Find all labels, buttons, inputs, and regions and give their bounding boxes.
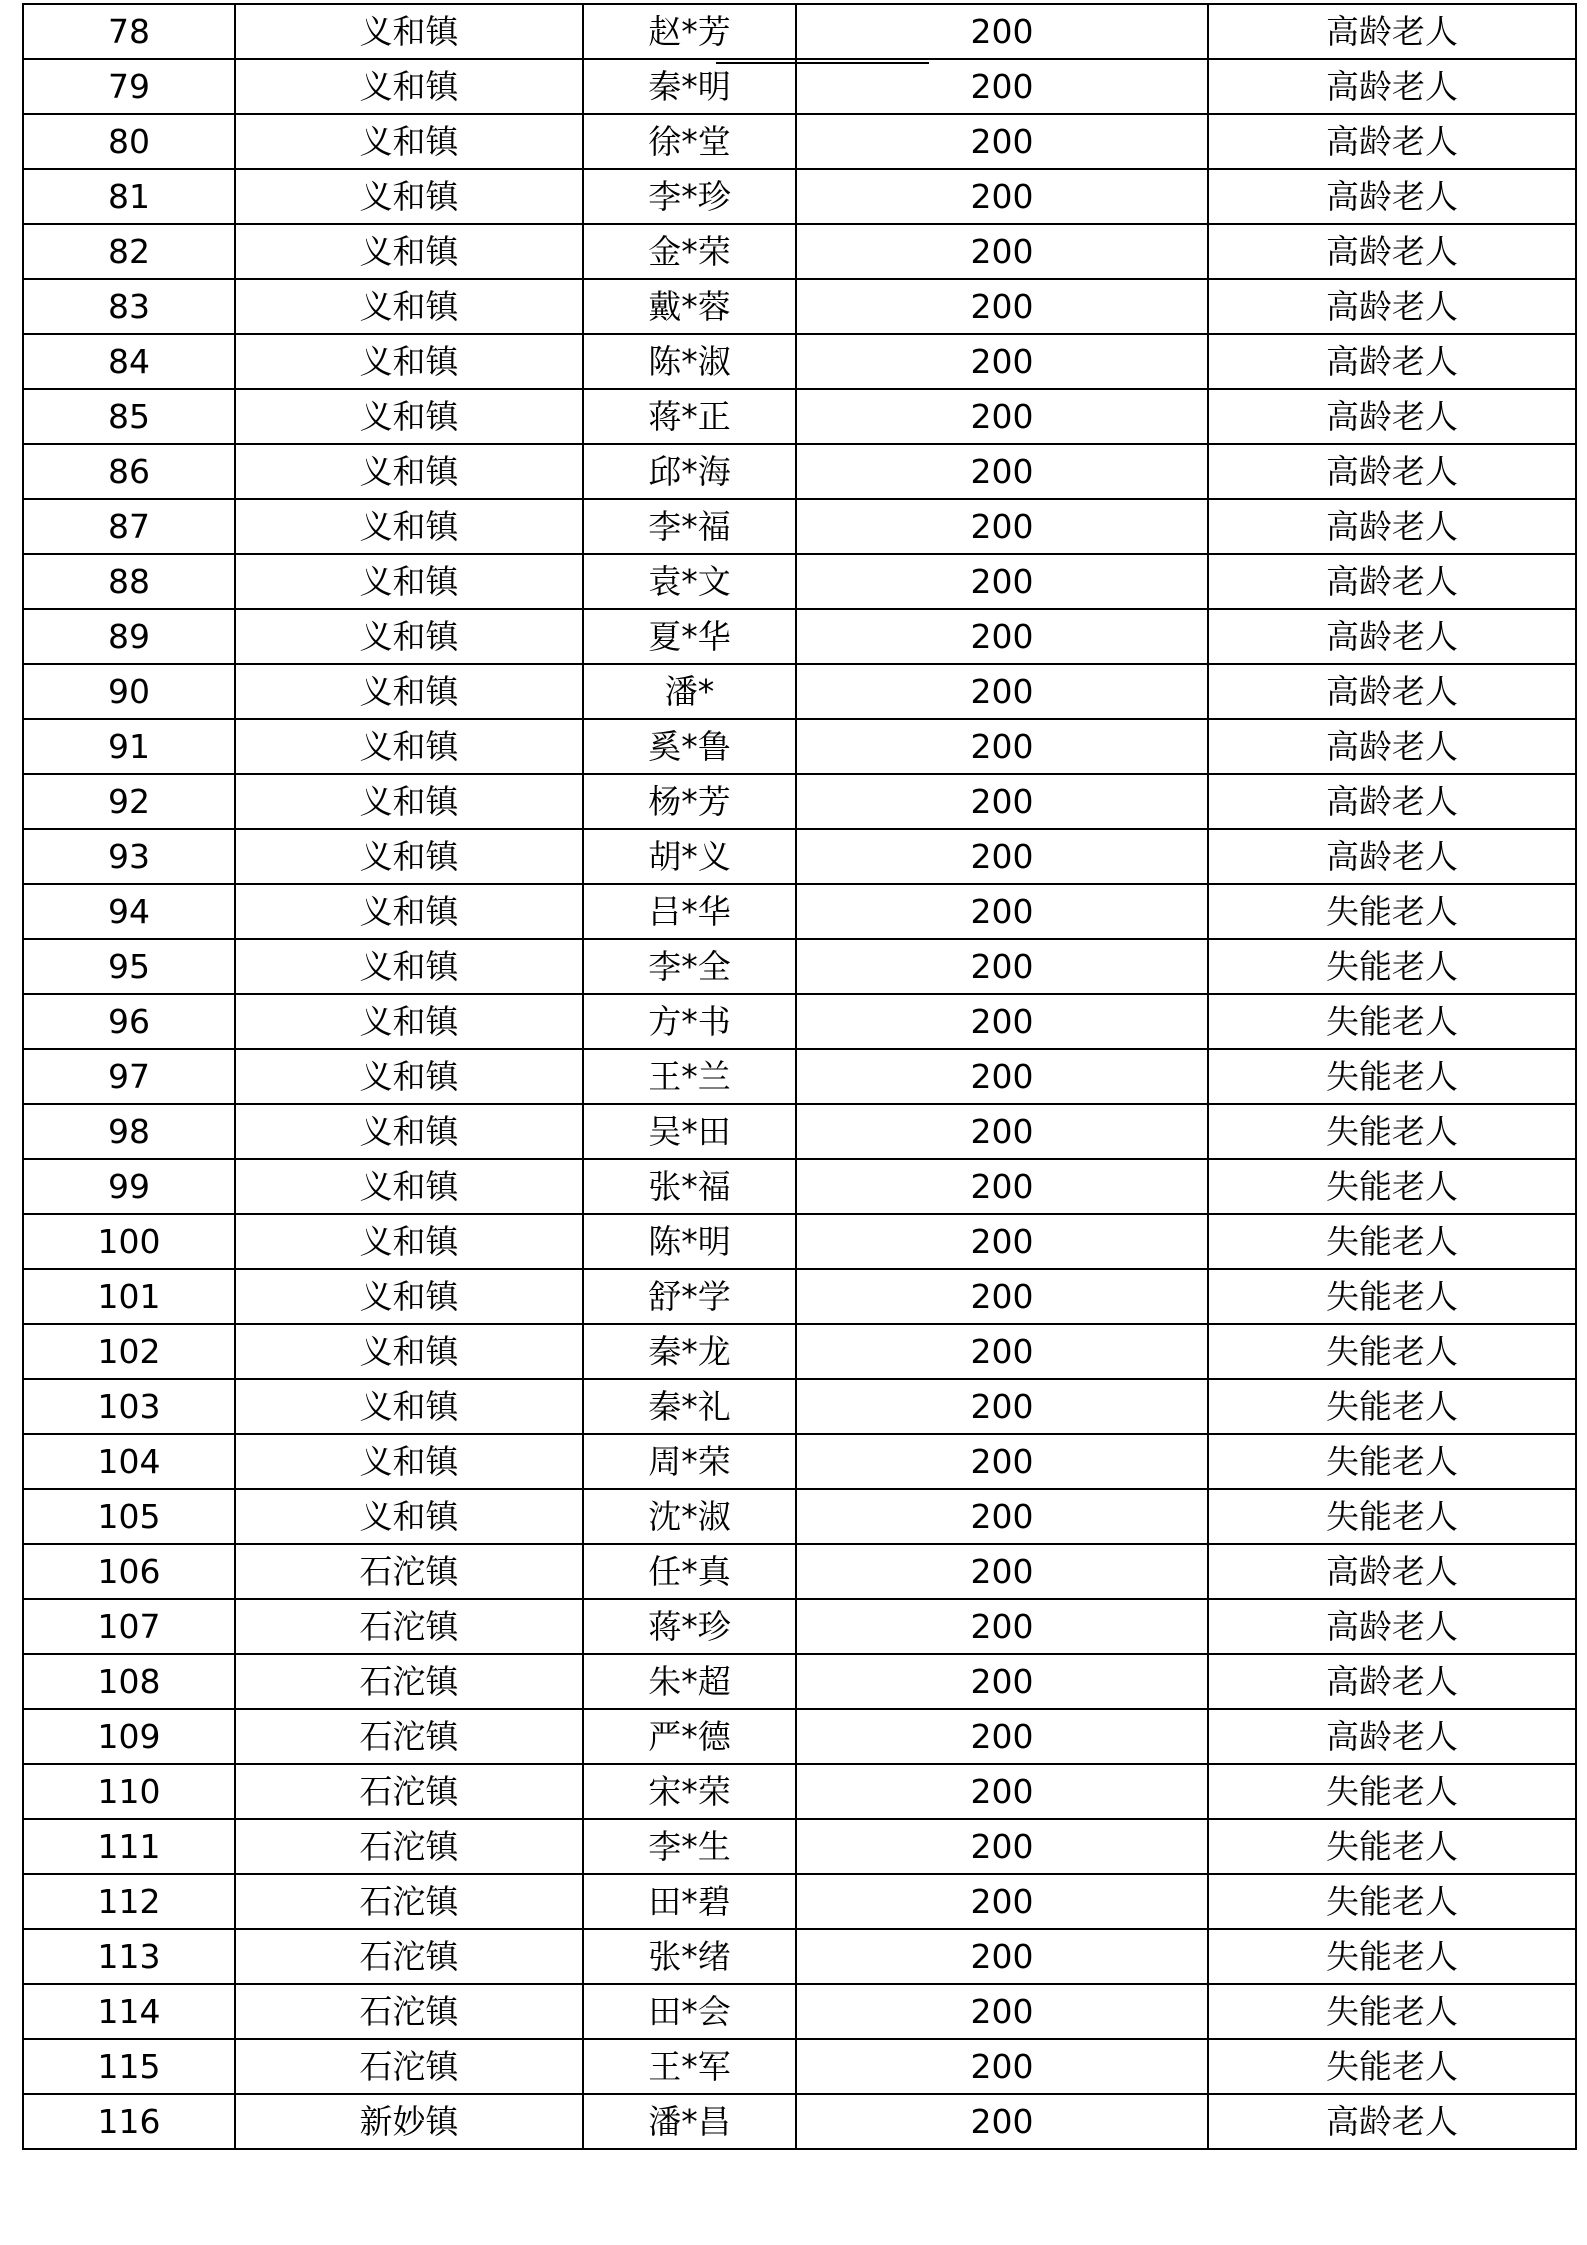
row-number-cell: 91 [23,719,235,774]
row-number-cell: 105 [23,1489,235,1544]
table-row [23,719,1576,774]
town-cell: 义和镇 [235,59,583,114]
row-number-cell: 100 [23,1214,235,1269]
town-cell: 义和镇 [235,169,583,224]
name-cell: 杨*芳 [583,774,796,829]
name-cell: 舒*学 [583,1269,796,1324]
table-row [23,1709,1576,1764]
row-number-cell: 102 [23,1324,235,1379]
town-cell: 石沱镇 [235,2039,583,2094]
amount-cell: 200 [796,59,1208,114]
town-cell: 义和镇 [235,1379,583,1434]
category-cell: 失能老人 [1208,939,1576,994]
amount-cell: 200 [796,609,1208,664]
table-row [23,334,1576,389]
name-cell: 赵*芳 [583,4,796,59]
town-cell: 义和镇 [235,774,583,829]
table-row [23,444,1576,499]
amount-cell: 200 [796,114,1208,169]
town-cell: 义和镇 [235,1434,583,1489]
category-cell: 失能老人 [1208,884,1576,939]
name-cell: 田*碧 [583,1874,796,1929]
name-cell: 戴*蓉 [583,279,796,334]
category-cell: 失能老人 [1208,1434,1576,1489]
amount-cell: 200 [796,719,1208,774]
name-cell: 吴*田 [583,1104,796,1159]
name-cell: 李*全 [583,939,796,994]
row-number-cell: 110 [23,1764,235,1819]
name-cell: 袁*文 [583,554,796,609]
town-cell: 义和镇 [235,4,583,59]
amount-cell: 200 [796,1434,1208,1489]
amount-cell: 200 [796,444,1208,499]
amount-cell: 200 [796,1819,1208,1874]
row-number-cell: 114 [23,1984,235,2039]
town-cell: 义和镇 [235,719,583,774]
town-cell: 义和镇 [235,1324,583,1379]
amount-cell: 200 [796,1379,1208,1434]
name-cell: 奚*鲁 [583,719,796,774]
table-row [23,1214,1576,1269]
amount-cell: 200 [796,884,1208,939]
category-cell: 高龄老人 [1208,224,1576,279]
name-cell: 李*珍 [583,169,796,224]
table-row [23,884,1576,939]
table-row [23,2039,1576,2094]
amount-cell: 200 [796,994,1208,1049]
category-cell: 失能老人 [1208,1764,1576,1819]
town-cell: 义和镇 [235,334,583,389]
row-number-cell: 116 [23,2094,235,2149]
category-cell: 失能老人 [1208,1159,1576,1214]
amount-cell: 200 [796,1764,1208,1819]
town-cell: 义和镇 [235,224,583,279]
category-cell: 高龄老人 [1208,499,1576,554]
town-cell: 义和镇 [235,444,583,499]
category-cell: 失能老人 [1208,1269,1576,1324]
row-number-cell: 115 [23,2039,235,2094]
amount-cell: 200 [796,664,1208,719]
category-cell: 高龄老人 [1208,2094,1576,2149]
town-cell: 石沱镇 [235,1819,583,1874]
category-cell: 高龄老人 [1208,554,1576,609]
table-row [23,1599,1576,1654]
row-number-cell: 109 [23,1709,235,1764]
amount-cell: 200 [796,1324,1208,1379]
name-cell: 李*生 [583,1819,796,1874]
row-number-cell: 94 [23,884,235,939]
name-cell: 朱*超 [583,1654,796,1709]
town-cell: 义和镇 [235,994,583,1049]
category-cell: 失能老人 [1208,1819,1576,1874]
category-cell: 高龄老人 [1208,444,1576,499]
category-cell: 失能老人 [1208,2039,1576,2094]
row-number-cell: 98 [23,1104,235,1159]
category-cell: 高龄老人 [1208,1599,1576,1654]
row-number-cell: 88 [23,554,235,609]
category-cell: 高龄老人 [1208,719,1576,774]
row-number-cell: 84 [23,334,235,389]
row-number-cell: 89 [23,609,235,664]
table-row [23,1654,1576,1709]
town-cell: 石沱镇 [235,1764,583,1819]
row-number-cell: 78 [23,4,235,59]
table-row [23,1324,1576,1379]
name-cell: 沈*淑 [583,1489,796,1544]
category-cell: 高龄老人 [1208,1544,1576,1599]
amount-cell: 200 [796,1874,1208,1929]
row-number-cell: 92 [23,774,235,829]
name-cell: 陈*明 [583,1214,796,1269]
name-cell: 吕*华 [583,884,796,939]
table-row [23,1104,1576,1159]
table-row [23,994,1576,1049]
category-cell: 失能老人 [1208,1929,1576,1984]
town-cell: 石沱镇 [235,1544,583,1599]
name-cell: 周*荣 [583,1434,796,1489]
name-cell: 田*会 [583,1984,796,2039]
amount-cell: 200 [796,499,1208,554]
amount-cell: 200 [796,1489,1208,1544]
name-cell: 秦*礼 [583,1379,796,1434]
category-cell: 失能老人 [1208,994,1576,1049]
name-cell: 邱*海 [583,444,796,499]
town-cell: 义和镇 [235,1269,583,1324]
row-number-cell: 101 [23,1269,235,1324]
row-number-cell: 83 [23,279,235,334]
town-cell: 义和镇 [235,114,583,169]
amount-cell: 200 [796,1159,1208,1214]
row-number-cell: 79 [23,59,235,114]
name-cell: 潘*昌 [583,2094,796,2149]
table-row [23,1819,1576,1874]
name-cell: 夏*华 [583,609,796,664]
amount-cell: 200 [796,1104,1208,1159]
name-cell: 张*绪 [583,1929,796,1984]
name-cell: 宋*荣 [583,1764,796,1819]
row-number-cell: 108 [23,1654,235,1709]
category-cell: 高龄老人 [1208,334,1576,389]
row-number-cell: 95 [23,939,235,994]
amount-cell: 200 [796,169,1208,224]
row-number-cell: 93 [23,829,235,884]
name-cell: 潘* [583,664,796,719]
amount-cell: 200 [796,829,1208,884]
category-cell: 高龄老人 [1208,169,1576,224]
amount-cell: 200 [796,1049,1208,1104]
category-cell: 高龄老人 [1208,829,1576,884]
category-cell: 失能老人 [1208,1104,1576,1159]
town-cell: 石沱镇 [235,1599,583,1654]
category-cell: 高龄老人 [1208,1654,1576,1709]
category-cell: 高龄老人 [1208,1709,1576,1764]
town-cell: 石沱镇 [235,1654,583,1709]
town-cell: 义和镇 [235,884,583,939]
table-row [23,279,1576,334]
name-cell: 秦*龙 [583,1324,796,1379]
town-cell: 石沱镇 [235,1984,583,2039]
table-row [23,1929,1576,1984]
row-number-cell: 82 [23,224,235,279]
town-cell: 义和镇 [235,609,583,664]
table-row [23,499,1576,554]
category-cell: 高龄老人 [1208,609,1576,664]
town-cell: 义和镇 [235,389,583,444]
row-number-cell: 81 [23,169,235,224]
table-row [23,389,1576,444]
amount-cell: 200 [796,939,1208,994]
amount-cell: 200 [796,1654,1208,1709]
amount-cell: 200 [796,1544,1208,1599]
table-row [23,1159,1576,1214]
category-cell: 高龄老人 [1208,389,1576,444]
category-cell: 高龄老人 [1208,114,1576,169]
stray-underline [716,62,929,64]
amount-cell: 200 [796,4,1208,59]
name-cell: 方*书 [583,994,796,1049]
table-row [23,1379,1576,1434]
amount-cell: 200 [796,1984,1208,2039]
category-cell: 失能老人 [1208,1874,1576,1929]
table-row [23,1984,1576,2039]
town-cell: 义和镇 [235,499,583,554]
amount-cell: 200 [796,224,1208,279]
town-cell: 义和镇 [235,664,583,719]
row-number-cell: 113 [23,1929,235,1984]
town-cell: 义和镇 [235,1104,583,1159]
row-number-cell: 85 [23,389,235,444]
name-cell: 胡*义 [583,829,796,884]
category-cell: 高龄老人 [1208,664,1576,719]
row-number-cell: 90 [23,664,235,719]
category-cell: 高龄老人 [1208,774,1576,829]
name-cell: 陈*淑 [583,334,796,389]
row-number-cell: 106 [23,1544,235,1599]
name-cell: 蒋*珍 [583,1599,796,1654]
town-cell: 义和镇 [235,1489,583,1544]
town-cell: 石沱镇 [235,1929,583,1984]
table-row [23,1874,1576,1929]
table-row [23,59,1576,114]
table-row [23,114,1576,169]
amount-cell: 200 [796,554,1208,609]
category-cell: 失能老人 [1208,1049,1576,1104]
category-cell: 失能老人 [1208,1984,1576,2039]
amount-cell: 200 [796,1269,1208,1324]
row-number-cell: 80 [23,114,235,169]
town-cell: 义和镇 [235,554,583,609]
category-cell: 失能老人 [1208,1489,1576,1544]
name-cell: 李*福 [583,499,796,554]
table-row [23,1544,1576,1599]
name-cell: 秦*明 [583,59,796,114]
amount-cell: 200 [796,1599,1208,1654]
table-row [23,4,1576,59]
row-number-cell: 111 [23,1819,235,1874]
category-cell: 高龄老人 [1208,279,1576,334]
town-cell: 义和镇 [235,1159,583,1214]
table-row [23,554,1576,609]
table-body [23,4,1576,2149]
table-row [23,1489,1576,1544]
row-number-cell: 104 [23,1434,235,1489]
row-number-cell: 112 [23,1874,235,1929]
row-number-cell: 99 [23,1159,235,1214]
table-row [23,774,1576,829]
table-row [23,1764,1576,1819]
category-cell: 高龄老人 [1208,59,1576,114]
table-row [23,1269,1576,1324]
table-row [23,224,1576,279]
table-row [23,664,1576,719]
amount-cell: 200 [796,1709,1208,1764]
amount-cell: 200 [796,1214,1208,1269]
amount-cell: 200 [796,2094,1208,2149]
name-cell: 徐*堂 [583,114,796,169]
amount-cell: 200 [796,774,1208,829]
town-cell: 石沱镇 [235,1709,583,1764]
table-row [23,609,1576,664]
amount-cell: 200 [796,2039,1208,2094]
name-cell: 王*军 [583,2039,796,2094]
town-cell: 义和镇 [235,1214,583,1269]
town-cell: 义和镇 [235,279,583,334]
town-cell: 石沱镇 [235,1874,583,1929]
row-number-cell: 96 [23,994,235,1049]
category-cell: 失能老人 [1208,1324,1576,1379]
name-cell: 金*荣 [583,224,796,279]
table-row [23,1049,1576,1104]
row-number-cell: 86 [23,444,235,499]
category-cell: 失能老人 [1208,1214,1576,1269]
beneficiary-table [22,3,1577,2150]
table-row [23,939,1576,994]
row-number-cell: 107 [23,1599,235,1654]
row-number-cell: 103 [23,1379,235,1434]
town-cell: 义和镇 [235,829,583,884]
town-cell: 义和镇 [235,1049,583,1104]
table-row [23,2094,1576,2149]
table-row [23,169,1576,224]
name-cell: 任*真 [583,1544,796,1599]
category-cell: 失能老人 [1208,1379,1576,1434]
row-number-cell: 87 [23,499,235,554]
row-number-cell: 97 [23,1049,235,1104]
category-cell: 高龄老人 [1208,4,1576,59]
name-cell: 严*德 [583,1709,796,1764]
town-cell: 义和镇 [235,939,583,994]
town-cell: 新妙镇 [235,2094,583,2149]
amount-cell: 200 [796,1929,1208,1984]
name-cell: 王*兰 [583,1049,796,1104]
table-row [23,829,1576,884]
amount-cell: 200 [796,334,1208,389]
name-cell: 蒋*正 [583,389,796,444]
table-row [23,1434,1576,1489]
amount-cell: 200 [796,279,1208,334]
amount-cell: 200 [796,389,1208,444]
name-cell: 张*福 [583,1159,796,1214]
